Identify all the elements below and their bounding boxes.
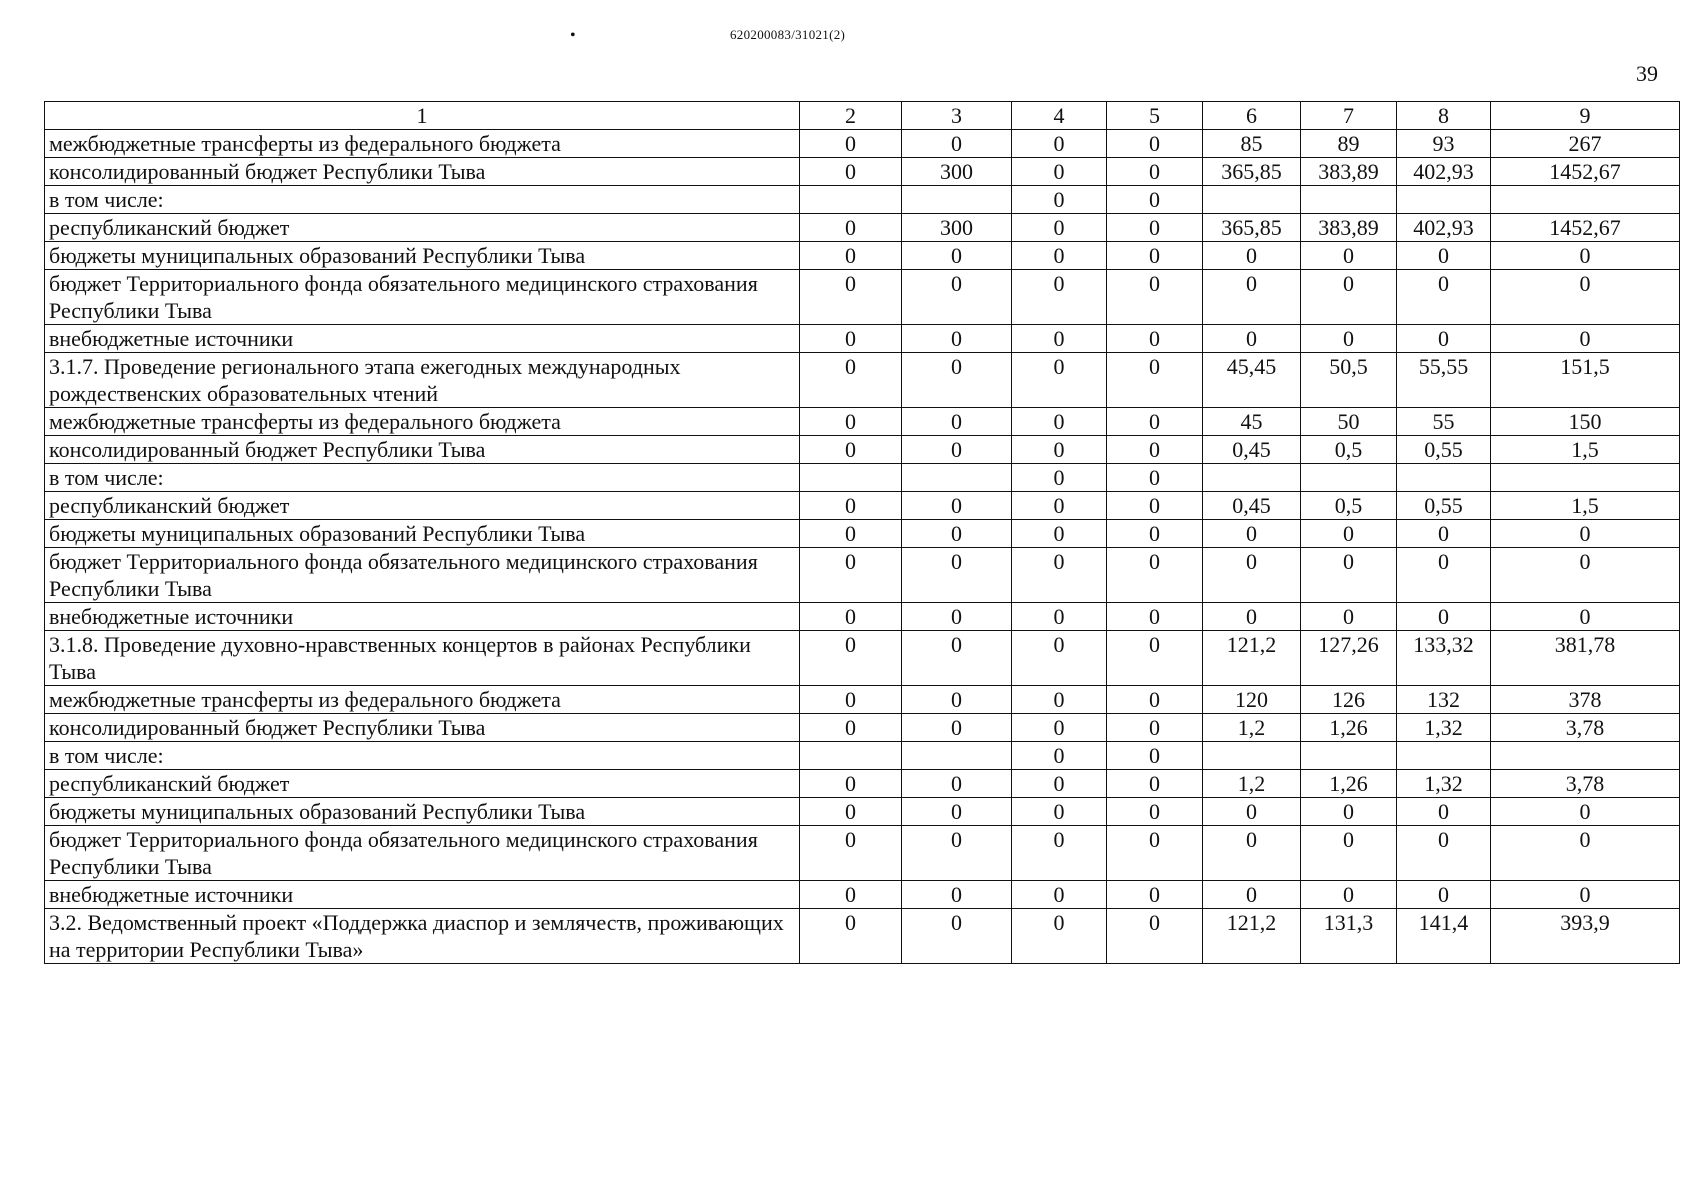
value-cell: 0 xyxy=(1203,881,1301,909)
value-cell: 0 xyxy=(1491,798,1680,826)
column-header: 2 xyxy=(800,102,902,130)
column-header: 8 xyxy=(1397,102,1491,130)
value-cell: 0 xyxy=(1012,353,1107,408)
value-cell: 0 xyxy=(1301,881,1397,909)
column-header: 4 xyxy=(1012,102,1107,130)
value-cell: 0 xyxy=(902,130,1012,158)
value-cell xyxy=(1301,464,1397,492)
value-cell: 0 xyxy=(1491,603,1680,631)
value-cell: 0 xyxy=(1107,686,1203,714)
value-cell: 0 xyxy=(800,436,902,464)
row-label: бюджеты муниципальных образований Республики Тыва xyxy=(45,798,800,826)
value-cell: 0 xyxy=(1397,270,1491,325)
value-cell: 0 xyxy=(902,826,1012,881)
column-header: 7 xyxy=(1301,102,1397,130)
value-cell: 0 xyxy=(1397,242,1491,270)
table-row xyxy=(45,436,1680,464)
value-cell: 133,32 xyxy=(1397,631,1491,686)
value-cell: 0 xyxy=(1491,325,1680,353)
value-cell: 0,45 xyxy=(1203,492,1301,520)
value-cell xyxy=(1203,186,1301,214)
value-cell: 0 xyxy=(1012,408,1107,436)
value-cell: 85 xyxy=(1203,130,1301,158)
value-cell: 0 xyxy=(902,325,1012,353)
value-cell xyxy=(800,464,902,492)
value-cell: 121,2 xyxy=(1203,631,1301,686)
value-cell: 0 xyxy=(1301,325,1397,353)
table-row xyxy=(45,214,1680,242)
value-cell: 0 xyxy=(1491,520,1680,548)
value-cell: 0 xyxy=(1012,770,1107,798)
value-cell: 0 xyxy=(1397,548,1491,603)
value-cell: 0 xyxy=(1301,242,1397,270)
value-cell: 55,55 xyxy=(1397,353,1491,408)
value-cell xyxy=(1397,742,1491,770)
value-cell: 1,2 xyxy=(1203,714,1301,742)
value-cell: 0 xyxy=(1397,520,1491,548)
value-cell: 0 xyxy=(800,798,902,826)
bullet-mark: • xyxy=(570,27,576,44)
value-cell: 3,78 xyxy=(1491,770,1680,798)
column-header: 5 xyxy=(1107,102,1203,130)
value-cell: 0 xyxy=(1203,242,1301,270)
table-row xyxy=(45,130,1680,158)
value-cell xyxy=(1491,186,1680,214)
row-label: бюджет Территориального фонда обязательного медицинского страхования Республики Тыва xyxy=(45,548,800,603)
value-cell: 0 xyxy=(1107,631,1203,686)
table-row xyxy=(45,186,1680,214)
value-cell: 151,5 xyxy=(1491,353,1680,408)
value-cell: 0 xyxy=(1107,909,1203,964)
table-row xyxy=(45,714,1680,742)
value-cell xyxy=(1301,742,1397,770)
value-cell: 0 xyxy=(800,325,902,353)
value-cell: 0 xyxy=(1491,548,1680,603)
value-cell: 0 xyxy=(1301,603,1397,631)
value-cell: 0 xyxy=(1203,826,1301,881)
value-cell: 0 xyxy=(800,520,902,548)
value-cell: 393,9 xyxy=(1491,909,1680,964)
value-cell: 0 xyxy=(1301,520,1397,548)
value-cell xyxy=(1397,186,1491,214)
value-cell: 0 xyxy=(1012,325,1107,353)
value-cell: 1,26 xyxy=(1301,714,1397,742)
value-cell: 383,89 xyxy=(1301,214,1397,242)
value-cell xyxy=(1203,742,1301,770)
value-cell: 126 xyxy=(1301,686,1397,714)
column-header: 3 xyxy=(902,102,1012,130)
value-cell: 1,2 xyxy=(1203,770,1301,798)
value-cell: 0 xyxy=(1107,214,1203,242)
column-header: 1 xyxy=(45,102,800,130)
table-row xyxy=(45,325,1680,353)
row-label: бюджет Территориального фонда обязательного медицинского страхования Республики Тыва xyxy=(45,270,800,325)
value-cell: 0 xyxy=(1107,464,1203,492)
value-cell: 0 xyxy=(1012,826,1107,881)
value-cell: 0 xyxy=(1491,270,1680,325)
value-cell: 0 xyxy=(902,492,1012,520)
table-row xyxy=(45,548,1680,603)
value-cell: 89 xyxy=(1301,130,1397,158)
value-cell: 0 xyxy=(1301,798,1397,826)
value-cell: 0 xyxy=(1012,520,1107,548)
table-row xyxy=(45,353,1680,408)
value-cell: 45,45 xyxy=(1203,353,1301,408)
table-row xyxy=(45,686,1680,714)
value-cell: 0 xyxy=(902,520,1012,548)
value-cell: 383,89 xyxy=(1301,158,1397,186)
value-cell: 300 xyxy=(902,214,1012,242)
table-row xyxy=(45,408,1680,436)
row-label: внебюджетные источники xyxy=(45,881,800,909)
value-cell: 1,32 xyxy=(1397,714,1491,742)
value-cell xyxy=(1203,464,1301,492)
value-cell: 0 xyxy=(1107,158,1203,186)
value-cell: 121,2 xyxy=(1203,909,1301,964)
value-cell: 0 xyxy=(902,603,1012,631)
value-cell: 0 xyxy=(1397,881,1491,909)
value-cell: 1452,67 xyxy=(1491,214,1680,242)
row-label: межбюджетные трансферты из федерального бюджета xyxy=(45,130,800,158)
value-cell: 0 xyxy=(1012,686,1107,714)
value-cell: 0 xyxy=(1012,881,1107,909)
value-cell: 0 xyxy=(902,270,1012,325)
value-cell: 0 xyxy=(1491,881,1680,909)
value-cell: 0 xyxy=(1012,742,1107,770)
value-cell: 0 xyxy=(1012,714,1107,742)
value-cell: 1,26 xyxy=(1301,770,1397,798)
column-header: 9 xyxy=(1491,102,1680,130)
row-label: бюджет Территориального фонда обязательного медицинского страхования Республики Тыва xyxy=(45,826,800,881)
value-cell: 0 xyxy=(1107,130,1203,158)
value-cell: 131,3 xyxy=(1301,909,1397,964)
table-row xyxy=(45,603,1680,631)
value-cell: 0 xyxy=(1107,436,1203,464)
value-cell: 365,85 xyxy=(1203,158,1301,186)
value-cell: 0,55 xyxy=(1397,492,1491,520)
header-row xyxy=(45,102,1680,130)
value-cell: 0 xyxy=(800,270,902,325)
row-label: консолидированный бюджет Республики Тыва xyxy=(45,714,800,742)
value-cell: 0 xyxy=(1107,548,1203,603)
value-cell: 0 xyxy=(1012,492,1107,520)
value-cell: 0 xyxy=(1203,548,1301,603)
value-cell: 0 xyxy=(800,881,902,909)
table-row xyxy=(45,631,1680,686)
value-cell xyxy=(902,742,1012,770)
table-row xyxy=(45,798,1680,826)
table-row xyxy=(45,909,1680,964)
value-cell: 0 xyxy=(1491,242,1680,270)
value-cell: 0 xyxy=(1107,798,1203,826)
value-cell: 0 xyxy=(1301,270,1397,325)
value-cell: 0 xyxy=(1012,548,1107,603)
table-row xyxy=(45,881,1680,909)
value-cell: 1,5 xyxy=(1491,436,1680,464)
row-label: межбюджетные трансферты из федерального бюджета xyxy=(45,408,800,436)
value-cell: 0 xyxy=(800,909,902,964)
table-body xyxy=(45,130,1680,964)
value-cell: 0 xyxy=(902,798,1012,826)
value-cell: 0 xyxy=(1012,436,1107,464)
value-cell: 365,85 xyxy=(1203,214,1301,242)
value-cell: 0 xyxy=(1107,186,1203,214)
row-label: межбюджетные трансферты из федерального бюджета xyxy=(45,686,800,714)
value-cell: 132 xyxy=(1397,686,1491,714)
value-cell: 0 xyxy=(800,826,902,881)
value-cell: 0 xyxy=(800,492,902,520)
value-cell: 0 xyxy=(1107,826,1203,881)
value-cell: 3,78 xyxy=(1491,714,1680,742)
table-row xyxy=(45,270,1680,325)
row-label: бюджеты муниципальных образований Республики Тыва xyxy=(45,520,800,548)
value-cell: 141,4 xyxy=(1397,909,1491,964)
value-cell: 0 xyxy=(1107,742,1203,770)
value-cell: 0 xyxy=(800,603,902,631)
table-row xyxy=(45,464,1680,492)
value-cell: 0 xyxy=(902,714,1012,742)
row-label: республиканский бюджет xyxy=(45,492,800,520)
budget-table xyxy=(44,101,1680,964)
row-label: бюджеты муниципальных образований Республики Тыва xyxy=(45,242,800,270)
row-label: республиканский бюджет xyxy=(45,214,800,242)
value-cell: 0 xyxy=(1012,464,1107,492)
table-row xyxy=(45,770,1680,798)
value-cell: 0 xyxy=(1012,214,1107,242)
table-row xyxy=(45,242,1680,270)
value-cell: 0 xyxy=(902,770,1012,798)
row-label: внебюджетные источники xyxy=(45,325,800,353)
value-cell: 0 xyxy=(1107,520,1203,548)
row-label: 3.1.7. Проведение регионального этапа ежегодных международных рождественских образовательных чтений xyxy=(45,353,800,408)
document-number: 620200083/31021(2) xyxy=(730,27,846,42)
row-label: в том числе: xyxy=(45,186,800,214)
row-label: консолидированный бюджет Республики Тыва xyxy=(45,436,800,464)
row-label: в том числе: xyxy=(45,464,800,492)
value-cell: 50 xyxy=(1301,408,1397,436)
row-label: 3.2. Ведомственный проект «Поддержка диаспор и землячеств, проживающих на территории Республики Тыва» xyxy=(45,909,800,964)
value-cell: 0 xyxy=(902,408,1012,436)
value-cell: 381,78 xyxy=(1491,631,1680,686)
value-cell: 0,5 xyxy=(1301,492,1397,520)
value-cell: 0,5 xyxy=(1301,436,1397,464)
value-cell: 0 xyxy=(1203,325,1301,353)
value-cell: 0 xyxy=(800,242,902,270)
value-cell: 0 xyxy=(1301,548,1397,603)
value-cell: 0 xyxy=(800,353,902,408)
value-cell: 402,93 xyxy=(1397,214,1491,242)
value-cell: 0 xyxy=(800,408,902,436)
table-row xyxy=(45,520,1680,548)
table-row xyxy=(45,826,1680,881)
value-cell: 0 xyxy=(800,158,902,186)
value-cell xyxy=(800,742,902,770)
value-cell: 0 xyxy=(1397,798,1491,826)
value-cell: 0 xyxy=(1107,242,1203,270)
value-cell xyxy=(1491,464,1680,492)
value-cell: 0 xyxy=(800,631,902,686)
value-cell: 0 xyxy=(800,770,902,798)
value-cell: 0 xyxy=(800,214,902,242)
row-label: в том числе: xyxy=(45,742,800,770)
value-cell: 0 xyxy=(902,909,1012,964)
value-cell: 150 xyxy=(1491,408,1680,436)
value-cell: 0 xyxy=(902,548,1012,603)
value-cell: 1,32 xyxy=(1397,770,1491,798)
value-cell: 267 xyxy=(1491,130,1680,158)
value-cell: 0 xyxy=(800,686,902,714)
value-cell: 0 xyxy=(1203,520,1301,548)
value-cell: 0 xyxy=(1397,826,1491,881)
value-cell: 0 xyxy=(1107,770,1203,798)
value-cell: 0 xyxy=(1397,603,1491,631)
value-cell: 50,5 xyxy=(1301,353,1397,408)
value-cell: 0 xyxy=(1107,714,1203,742)
value-cell: 0 xyxy=(1203,798,1301,826)
value-cell: 0 xyxy=(902,631,1012,686)
table-row xyxy=(45,742,1680,770)
value-cell xyxy=(902,464,1012,492)
value-cell: 0 xyxy=(1107,353,1203,408)
value-cell xyxy=(902,186,1012,214)
value-cell: 0 xyxy=(902,242,1012,270)
value-cell: 402,93 xyxy=(1397,158,1491,186)
value-cell: 0 xyxy=(1012,631,1107,686)
value-cell: 55 xyxy=(1397,408,1491,436)
value-cell: 0 xyxy=(1107,270,1203,325)
value-cell: 0 xyxy=(1012,603,1107,631)
table-row xyxy=(45,492,1680,520)
value-cell: 0 xyxy=(1012,798,1107,826)
value-cell: 45 xyxy=(1203,408,1301,436)
column-header: 6 xyxy=(1203,102,1301,130)
value-cell: 0 xyxy=(800,548,902,603)
row-label: внебюджетные источники xyxy=(45,603,800,631)
value-cell: 300 xyxy=(902,158,1012,186)
row-label: республиканский бюджет xyxy=(45,770,800,798)
value-cell xyxy=(1301,186,1397,214)
value-cell: 0 xyxy=(1012,242,1107,270)
value-cell: 127,26 xyxy=(1301,631,1397,686)
value-cell: 0 xyxy=(902,353,1012,408)
value-cell: 0 xyxy=(1203,603,1301,631)
row-label: 3.1.8. Проведение духовно-нравственных концертов в районах Республики Тыва xyxy=(45,631,800,686)
value-cell: 0 xyxy=(1107,603,1203,631)
value-cell: 0 xyxy=(1107,325,1203,353)
value-cell: 0 xyxy=(1012,158,1107,186)
value-cell: 0 xyxy=(1012,186,1107,214)
value-cell: 120 xyxy=(1203,686,1301,714)
value-cell: 0 xyxy=(1012,909,1107,964)
value-cell: 0,45 xyxy=(1203,436,1301,464)
value-cell: 1452,67 xyxy=(1491,158,1680,186)
value-cell: 378 xyxy=(1491,686,1680,714)
value-cell: 0 xyxy=(902,686,1012,714)
value-cell: 0 xyxy=(1107,408,1203,436)
value-cell: 0 xyxy=(1203,270,1301,325)
row-label: консолидированный бюджет Республики Тыва xyxy=(45,158,800,186)
value-cell: 0 xyxy=(1491,826,1680,881)
value-cell: 0 xyxy=(800,130,902,158)
value-cell xyxy=(1397,464,1491,492)
value-cell: 0 xyxy=(1012,270,1107,325)
value-cell: 0 xyxy=(902,436,1012,464)
value-cell: 0 xyxy=(1107,881,1203,909)
value-cell: 0,55 xyxy=(1397,436,1491,464)
value-cell: 93 xyxy=(1397,130,1491,158)
value-cell: 0 xyxy=(1397,325,1491,353)
value-cell: 0 xyxy=(1301,826,1397,881)
value-cell: 0 xyxy=(902,881,1012,909)
value-cell xyxy=(800,186,902,214)
table-row xyxy=(45,158,1680,186)
value-cell xyxy=(1491,742,1680,770)
value-cell: 0 xyxy=(1107,492,1203,520)
value-cell: 0 xyxy=(800,714,902,742)
page-number: 39 xyxy=(1636,61,1658,86)
value-cell: 1,5 xyxy=(1491,492,1680,520)
value-cell: 0 xyxy=(1012,130,1107,158)
